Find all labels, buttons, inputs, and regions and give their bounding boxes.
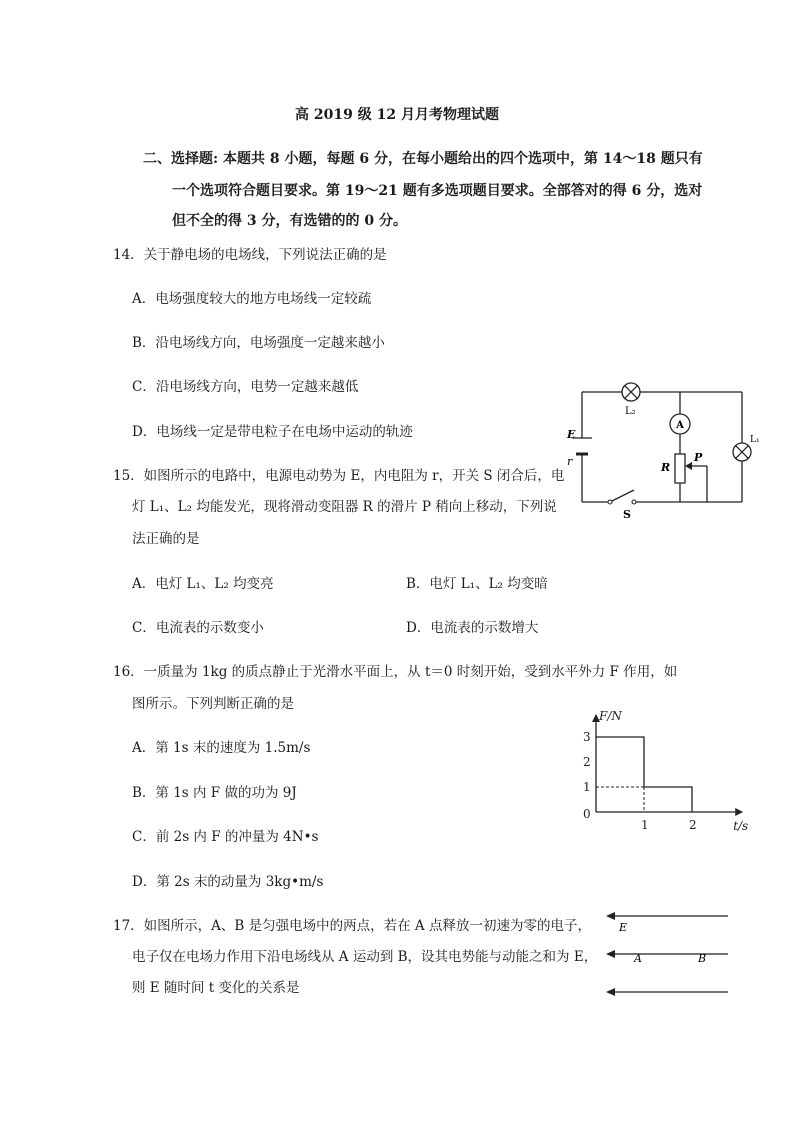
section-instructions-line2: 一个选项符合题目要求。第 19～21 题有多选项题目要求。全部答对的得 6 分，选对 [172,183,703,199]
rheostat-label: R [661,461,671,474]
internal-resistance-label: r [567,455,573,468]
x-tick-label: 2 [689,818,697,832]
q16-option-d: D．第 2s 末的动量为 3kg•m/s [132,874,324,890]
x-tick-label: 1 [641,818,649,832]
q14-option-b: B．沿电场线方向，电场强度一定越来越小 [132,335,385,351]
emf-label: E [567,428,576,441]
switch-label: S [623,508,631,521]
q15-stem-line3: 法正确的是 [132,531,200,547]
q14-option-d: D．电场线一定是带电粒子在电场中运动的轨迹 [132,424,413,440]
y-tick-label: 3 [583,730,591,744]
field-arrow-left-icon [606,988,615,996]
q17-stem-line1: 17．如图所示，A、B 是匀强电场中的两点，若在 A 点释放一初速为零的电子， [113,918,591,934]
q14-option-a: A．电场强度较大的地方电场线一定较疏 [132,291,372,307]
x-axis-label: t/s [733,819,749,833]
q15-option-d: D．电流表的示数增大 [406,620,539,636]
q17-stem-line2: 电子仅在电场力作用下沿电场线从 A 运动到 B，设其电势能与动能之和为 E， [132,949,598,965]
q15-option-b: B．电灯 L₁、L₂ 均变暗 [406,576,548,592]
y-tick-label: 2 [583,755,591,769]
field-arrow-left-icon [606,950,615,958]
q15-stem-line2: 灯 L₁、L₂ 均能发光，现将滑动变阻器 R 的滑片 P 稍向上移动，下列说 [132,499,557,515]
q16-stem-line2: 图所示。下列判断正确的是 [132,696,294,712]
y-axis-label: F/N [599,709,622,723]
q15-option-a: A．电灯 L₁、L₂ 均变亮 [132,576,274,592]
q16-option-c: C．前 2s 内 F 的冲量为 4N•s [132,829,319,845]
ammeter-label: A [676,420,684,431]
q15-option-c: C．电流表的示数变小 [132,620,264,636]
q16-stem-line1: 16．一质量为 1kg 的质点静止于光滑水平面上，从 t＝0 时刻开始，受到水平外力 F 作用，如 [113,664,678,680]
q17-stem-line3: 则 E 随时间 t 变化的关系是 [132,980,300,996]
q14-option-c: C．沿电场线方向，电势一定越来越低 [132,379,359,395]
field-arrow-left-icon [606,912,615,920]
section-instructions-line3: 但不全的得 3 分，有选错的的 0 分。 [172,213,407,229]
q16-option-a: A．第 1s 末的速度为 1.5m/s [132,740,311,756]
section-instructions-line1: 二、选择题: 本题共 8 小题，每题 6 分，在每小题给出的四个选项中，第 14～18 题只有 [143,151,703,167]
page-title: 高 2019 级 12 月月考物理试题 [295,107,499,123]
l2-label: L₂ [625,406,636,417]
q14-stem: 14．关于静电场的电场线，下列说法正确的是 [113,247,387,263]
origin-label: 0 [583,807,591,821]
q16-option-b: B．第 1s 内 F 做的功为 9J [132,785,297,801]
point-a-label: A [634,952,642,965]
y-tick-label: 1 [583,780,591,794]
slider-label: P [694,451,703,464]
field-e-label: E [619,921,628,934]
point-b-label: B [698,952,707,965]
l1-label: L₁ [750,435,760,445]
q15-stem-line1: 15．如图所示的电路中，电源电动势为 E，内电阻为 r，开关 S 闭合后，电 [113,468,565,484]
